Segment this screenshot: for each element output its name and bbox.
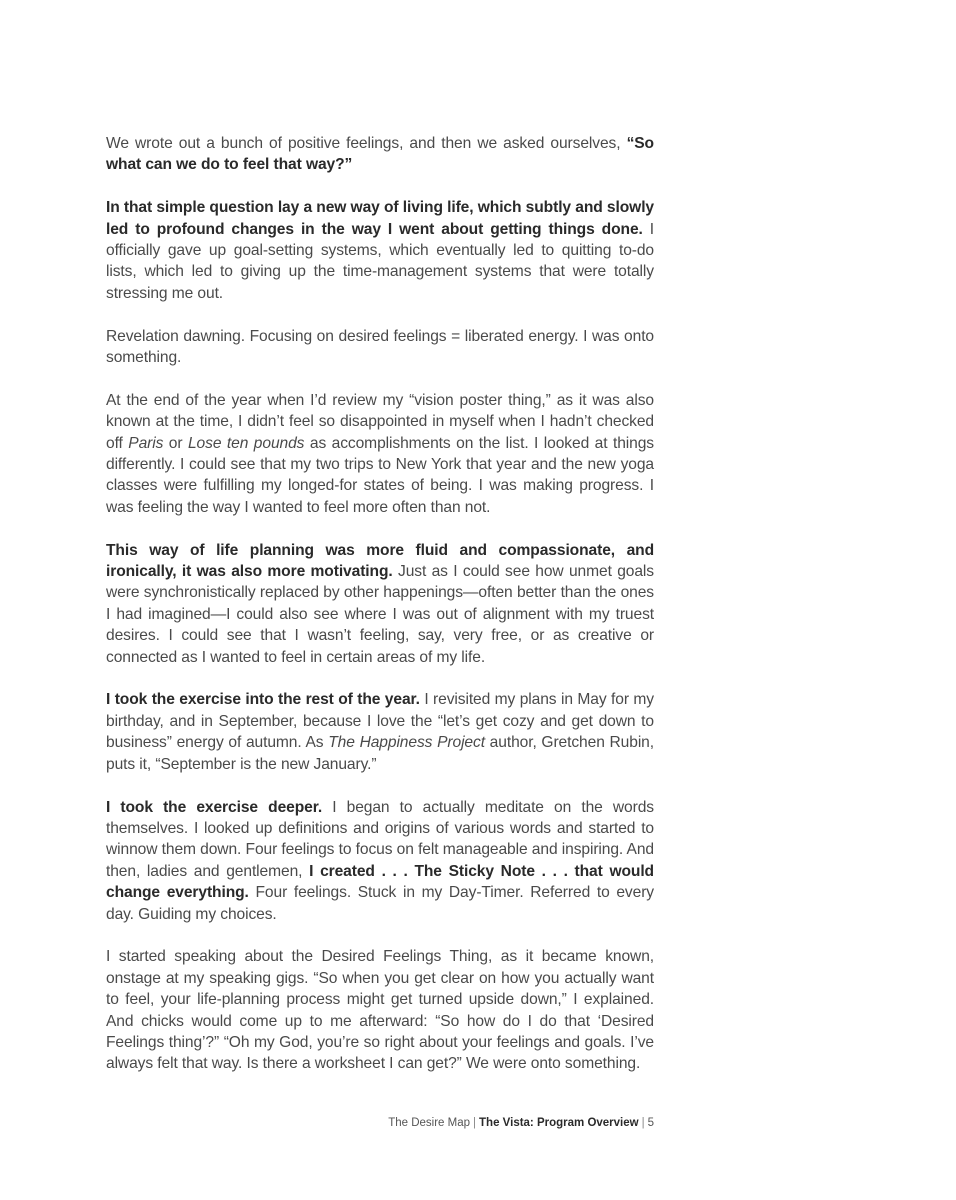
page-number: 5 bbox=[647, 1117, 654, 1129]
text-run: We wrote out a bunch of positive feelings, and then we asked ourselves, bbox=[106, 135, 627, 152]
paragraph bbox=[106, 540, 654, 668]
bold-text-run: This way of life planning was more fluid and compassionate, and ironically, it was also more motivating. bbox=[106, 541, 654, 581]
text-run: I began to actually meditate on the words themselves. I looked up definitions and origins of various words and started to winnow them down. Four feelings to focus on felt manageable and inspiring. And then, ladies and gentlemen, bbox=[106, 798, 654, 880]
text-run: I officially gave up goal-setting systems, which eventually led to quitting to-do lists, which led to giving up the time-management systems that were totally stressing me out. bbox=[106, 220, 654, 302]
paragraph bbox=[106, 390, 654, 518]
italic-text-run: The Happiness Project bbox=[328, 734, 485, 752]
text-run: as accomplishments on the list. I looked at things differently. I could see that my two trips to New York that year and the new yoga classes were fulfilling my longed-for states of being. I was making progress. I was feeling the way I wanted to feel more often than not. bbox=[106, 434, 654, 516]
text-run: At the end of the year when I’d review my “vision poster thing,” as it was also known at the time, I didn’t feel so disappointed in myself when I hadn’t checked off bbox=[106, 391, 654, 452]
text-run: Four feelings. Stuck in my Day-Timer. Referred to every day. Guiding my choices. bbox=[106, 884, 654, 923]
paragraph bbox=[106, 946, 654, 1074]
italic-text-run: Paris bbox=[128, 434, 164, 452]
bold-text-run: In that simple question lay a new way of living life, which subtly and slowly led to profound changes in the way I went about getting things done. bbox=[106, 199, 654, 238]
footer-separator: | bbox=[473, 1117, 477, 1129]
bold-text-run: I created . . . The Sticky Note . . . that would change everything. bbox=[106, 862, 654, 902]
text-run: author, Gretchen Rubin, puts it, “September is the new January.” bbox=[106, 734, 654, 773]
text-run: Revelation dawning. Focusing on desired feelings = liberated energy. I was onto something. bbox=[106, 327, 654, 367]
text-run: I started speaking about the Desired Feelings Thing, as it became known, onstage at my speaking gigs. “So when you get clear on how you actually want to feel, your life-planning process might get turned upside down,” I explained. And chicks would come up to me afterward: “So how do I do that ‘Desired Feelings thing’?” “Oh my God, you’re so right about your feelings and goals. I’ve always felt that way. Is there a worksheet I can get?” We were onto something. bbox=[106, 948, 654, 1073]
text-run: or bbox=[163, 434, 188, 452]
paragraph bbox=[106, 133, 654, 176]
page-footer bbox=[388, 1117, 654, 1129]
paragraph bbox=[106, 797, 654, 925]
bold-text-run: I took the exercise into the rest of the year. bbox=[106, 691, 420, 709]
footer-book-title: The Desire Map bbox=[388, 1117, 471, 1129]
italic-text-run: Lose ten pounds bbox=[187, 434, 305, 452]
footer-separator: | bbox=[641, 1117, 645, 1129]
paragraph bbox=[106, 326, 654, 369]
text-run: I revisited my plans in May for my birthday, and in September, because I love the “let’s get cozy and get down to business” energy of autumn. As bbox=[106, 691, 654, 752]
paragraph bbox=[106, 689, 654, 775]
page-body bbox=[106, 133, 654, 1096]
bold-text-run: “So what can we do to feel that way?” bbox=[106, 135, 654, 174]
paragraph bbox=[106, 197, 654, 304]
bold-text-run: I took the exercise deeper. bbox=[106, 798, 323, 816]
text-run: Just as I could see how unmet goals were synchronistically replaced by other happenings—often better than the ones I had imagined—I could also see where I was out of alignment with my truest desires. I could see that I wasn’t feeling, say, very free, or as creative or connected as I wanted to feel in certain areas of my life. bbox=[106, 563, 654, 666]
footer-section-title: The Vista: Program Overview bbox=[479, 1117, 639, 1129]
